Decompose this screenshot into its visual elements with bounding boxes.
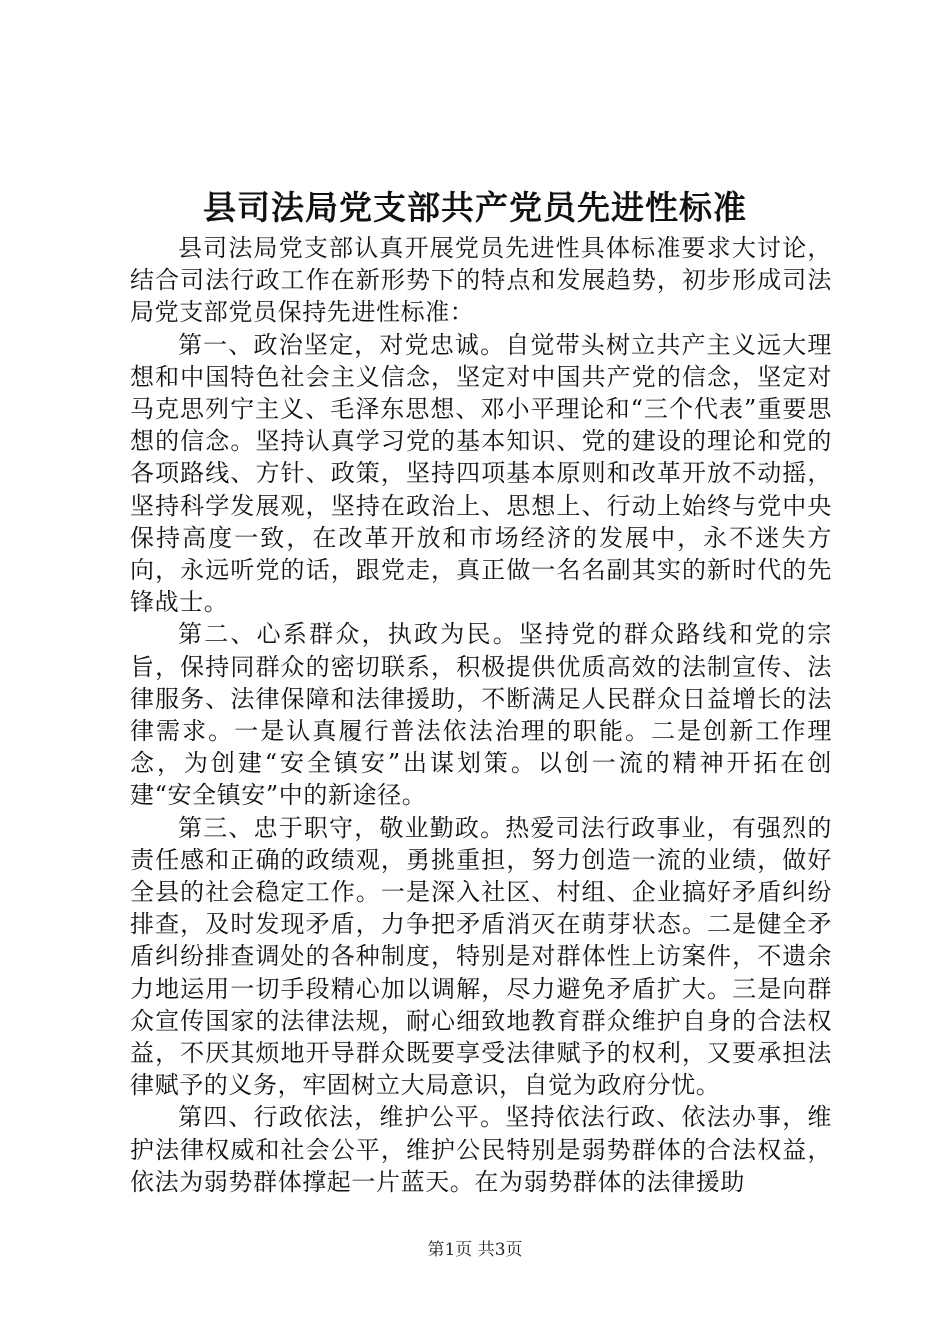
page-number-footer: 第1页 共3页 (427, 1240, 523, 1260)
intro-paragraph: 县司法局党支部认真开展党员先进性具体标准要求大讨论，结合司法行政工作在新形势下的特点和发展趋势，初步形成司法局党支部党员保持先进性标准： (130, 234, 832, 327)
document-body (130, 232, 832, 1198)
paragraph-three: 第三、忠于职守，敬业勤政。热爱司法行政事业，有强烈的责任感和正确的政绩观，勇挑重担，努力创造一流的业绩，做好全县的社会稳定工作。一是深入社区、村组、企业搞好矛盾纠纷排查，及时发现矛盾，力争把矛盾消灭在萌芽状态。二是健全矛盾纠纷排查调处的各种制度，特别是对群体性上访案件，不遗余力地运用一切手段精心加以调解，尽力避免矛盾扩大。三是向群众宣传国家的法律法规，耐心细致地教育群众维护自身的合法权益，不厌其烦地开导群众既要享受法律赋予的权利，又要承担法律赋予的义务，牢固树立大局意识，自觉为政府分忧。 (130, 813, 832, 1100)
document-title: 县司法局党支部共产党员先进性标准 (203, 188, 747, 227)
paragraph-one: 第一、政治坚定，对党忠诚。自觉带头树立共产主义远大理想和中国特色社会主义信念，坚定对中国共产党的信念，坚定对马克思列宁主义、毛泽东思想、邓小平理论和“三个代表”重要思想的信念。坚持认真学习党的基本知识、党的建设的理论和党的各项路线、方针、政策，坚持四项基本原则和改革开放不动摇，坚持科学发展观，坚持在政治上、思想上、行动上始终与党中央保持高度一致，在改革开放和市场经济的发展中，永不迷失方向，永远听党的话，跟党走，真正做一名名副其实的新时代的先锋战士。 (130, 330, 832, 617)
paragraph-four: 第四、行政依法，维护公平。坚持依法行政、依法办事，维护法律权威和社会公平，维护公民特别是弱势群体的合法权益，依法为弱势群体撑起一片蓝天。在为弱势群体的法律援助 (130, 1103, 832, 1196)
paragraph-two: 第二、心系群众，执政为民。坚持党的群众路线和党的宗旨，保持同群众的密切联系，积极提供优质高效的法制宣传、法律服务、法律保障和法律援助，不断满足人民群众日益增长的法律需求。一是认真履行普法依法治理的职能。二是创新工作理念，为创建“安全镇安”出谋划策。以创一流的精神开拓在创建“安全镇安”中的新途径。 (130, 620, 832, 810)
